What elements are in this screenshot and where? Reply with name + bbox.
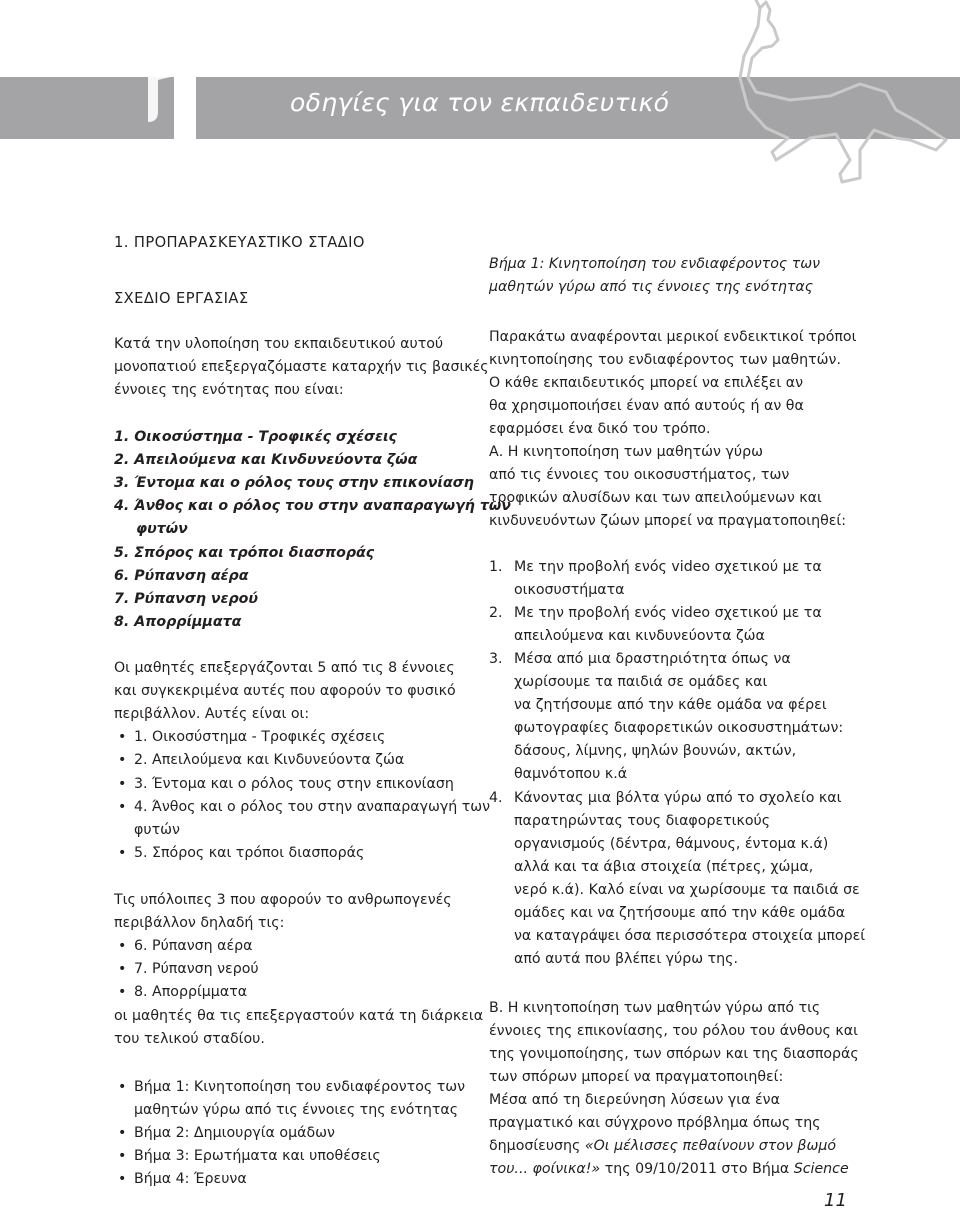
deer-icon xyxy=(660,0,960,200)
text-line: έννοιες της επικονίασης, του ρόλου του άνθους και xyxy=(489,1023,858,1039)
list-item: 5. Σπόρος και τρόποι διασποράς xyxy=(114,545,375,561)
bullet-item-continuation: μαθητών γύρω από τις έννοιες της ενότητας xyxy=(134,1102,459,1118)
citation-line xyxy=(489,1161,849,1177)
text-line: Με την προβολή ενός video σχετικού με τα xyxy=(514,605,822,621)
banner-title: οδηγίες για τον εκπαιδευτικό xyxy=(290,88,670,117)
list-item-continuation: φυτών xyxy=(136,521,188,537)
text-line: κινητοποίησης του ενδιαφέροντος των μαθητών. xyxy=(489,352,841,368)
text-line: από τις έννοιες του οικοσυστήματος, των xyxy=(489,467,790,483)
bullet-item: • 2. Απειλούμενα και Κινδυνεύοντα ζώα xyxy=(134,752,404,768)
bullet-item: • 6. Ρύπανση αέρα xyxy=(134,938,253,954)
bullet-item: • Βήμα 4: Έρευνα xyxy=(134,1171,247,1187)
text-line: θα χρησιμοποιήσει έναν από αυτούς ή αν θα xyxy=(489,398,804,414)
text-line: νερό κ.ά). Καλό είναι να χωρίσουμε τα παιδιά σε xyxy=(514,882,860,898)
text-line: Τις υπόλοιπες 3 που αφορούν το ανθρωπογενές xyxy=(114,892,452,908)
bullet-item: • 7. Ρύπανση νερού xyxy=(134,961,259,977)
text-span: δημοσίευσης xyxy=(489,1138,585,1154)
list-item: 7. Ρύπανση νερού xyxy=(114,591,258,607)
text-line: οικοσυστήματα xyxy=(514,582,625,598)
text-line: από αυτά που βλέπει γύρω της. xyxy=(514,951,739,967)
logo-icon xyxy=(140,52,200,142)
article-title: του... φοίνικα!» xyxy=(489,1161,601,1177)
bullet-item: • Βήμα 1: Κινητοποίηση του ενδιαφέροντος των xyxy=(134,1079,465,1095)
list-item: 4. Άνθος και ο ρόλος του στην αναπαραγωγή των xyxy=(114,498,511,514)
sub-heading: ΣΧΕΔΙΟ ΕΡΓΑΣΙΑΣ xyxy=(114,289,249,307)
text-line: Παρακάτω αναφέρονται μερικοί ενδεικτικοί τρόποι xyxy=(489,329,857,345)
text-line: Ο κάθε εκπαιδευτικός μπορεί να επιλέξει αν xyxy=(489,375,804,391)
list-item: 1. Οικοσύστημα - Τροφικές σχέσεις xyxy=(114,429,397,445)
bullet-item: • 3. Έντομα και ο ρόλος τους στην επικονίαση xyxy=(134,776,454,792)
list-number: 3. xyxy=(489,651,503,667)
text-line: Βήμα 1: Κινητοποίηση του ενδιαφέροντος των xyxy=(489,256,821,272)
text-span: της 09/10/2011 στο Βήμα xyxy=(600,1161,794,1177)
bullet-item: • 1. Οικοσύστημα - Τροφικές σχέσεις xyxy=(134,729,385,745)
text-line: Μέσα από μια δραστηριότητα όπως να xyxy=(514,651,791,667)
page-number: 11 xyxy=(824,1190,847,1211)
magazine-name: Science xyxy=(793,1161,849,1177)
text-line: τροφικών αλυσίδων και των απειλούμενων και xyxy=(489,490,822,506)
text-line: πραγματικό και σύγχρονο πρόβλημα όπως της xyxy=(489,1115,821,1131)
text-line: να ζητήσουμε από την κάθε ομάδα να φέρει xyxy=(514,697,827,713)
bullet-item: • 5. Σπόρος και τρόποι διασποράς xyxy=(134,845,364,861)
text-line: περιβάλλον. Αυτές είναι οι: xyxy=(114,706,310,722)
text-line: Οι μαθητές επεξεργάζονται 5 από τις 8 έννοιες xyxy=(114,660,455,676)
bullet-item: • 8. Απορρίμματα xyxy=(134,984,247,1000)
list-item: 6. Ρύπανση αέρα xyxy=(114,568,249,584)
text-line: μαθητών γύρω από τις έννοιες της ενότητας xyxy=(489,279,814,295)
bullet-item: • Βήμα 3: Ερωτήματα και υποθέσεις xyxy=(134,1148,381,1164)
text-line: δάσους, λίμνης, ψηλών βουνών, ακτών, xyxy=(514,743,797,759)
bullet-item: • Βήμα 2: Δημιουργία ομάδων xyxy=(134,1125,335,1141)
text-line: ομάδες και να ζητήσουμε από την κάθε ομάδα xyxy=(514,905,846,921)
text-line: οργανισμούς (δέντρα, θάμνους, έντομα κ.ά) xyxy=(514,836,829,852)
list-number: 1. xyxy=(489,559,503,575)
text-line: έννοιες της ενότητας που είναι: xyxy=(114,382,344,398)
text-line: να καταγράψει όσα περισσότερα στοιχεία μπορεί xyxy=(514,928,866,944)
list-number: 2. xyxy=(489,605,503,621)
list-number: 4. xyxy=(489,790,503,806)
text-line: φωτογραφίες διαφορετικών οικοσυστημάτων: xyxy=(514,720,844,736)
text-line: Κατά την υλοποίηση του εκπαιδευτικού αυτού xyxy=(114,336,444,352)
text-line: αλλά και τα άβια στοιχεία (πέτρες, χώμα, xyxy=(514,859,814,875)
text-line: μονοπατιού επεξεργαζόμαστε καταρχήν τις βασικές xyxy=(114,359,489,375)
text-line: κινδυνευόντων ζώων μπορεί να πραγματοποιηθεί: xyxy=(489,513,847,529)
bullet-item-continuation: φυτών xyxy=(134,822,180,838)
text-line: θαμνότοπου κ.ά xyxy=(514,766,628,782)
text-line: εφαρμόσει ένα δικό του τρόπο. xyxy=(489,421,711,437)
text-line: χωρίσουμε τα παιδιά σε ομάδες και xyxy=(514,674,768,690)
text-line: Μέσα από τη διερεύνηση λύσεων για ένα xyxy=(489,1092,780,1108)
text-line: οι μαθητές θα τις επεξεργαστούν κατά τη διάρκεια xyxy=(114,1008,484,1024)
section-heading: 1. ΠΡΟΠΑΡΑΣΚΕΥΑΣΤΙΚΟ ΣΤΑΔΙΟ xyxy=(114,233,365,251)
list-item: 3. Έντομα και ο ρόλος τους στην επικονίαση xyxy=(114,475,474,491)
article-title: «Οι μέλισσες πεθαίνουν στον βωμό xyxy=(584,1138,837,1154)
list-item: 8. Απορρίμματα xyxy=(114,614,242,630)
text-line: των σπόρων μπορεί να πραγματοποιηθεί: xyxy=(489,1069,784,1085)
citation-line xyxy=(489,1138,836,1154)
text-line: της γονιμοποίησης, των σπόρων και της διασποράς xyxy=(489,1046,859,1062)
text-line: του τελικού σταδίου. xyxy=(114,1031,265,1047)
list-item: 2. Απειλούμενα και Κινδυνεύοντα ζώα xyxy=(114,452,418,468)
text-line: Β. Η κινητοποίηση των μαθητών γύρω από τις xyxy=(489,1000,821,1016)
text-line: Α. Η κινητοποίηση των μαθητών γύρω xyxy=(489,444,763,460)
text-line: παρατηρώντας τους διαφορετικούς xyxy=(514,813,771,829)
text-line: Με την προβολή ενός video σχετικού με τα xyxy=(514,559,822,575)
bullet-item: • 4. Άνθος και ο ρόλος του στην αναπαραγωγή των xyxy=(134,799,490,815)
text-line: απειλούμενα και κινδυνεύοντα ζώα xyxy=(514,628,765,644)
text-line: Κάνοντας μια βόλτα γύρω από το σχολείο και xyxy=(514,790,842,806)
text-line: περιβάλλον δηλαδή τις: xyxy=(114,915,285,931)
text-line: και συγκεκριμένα αυτές που αφορούν το φυσικό xyxy=(114,683,456,699)
